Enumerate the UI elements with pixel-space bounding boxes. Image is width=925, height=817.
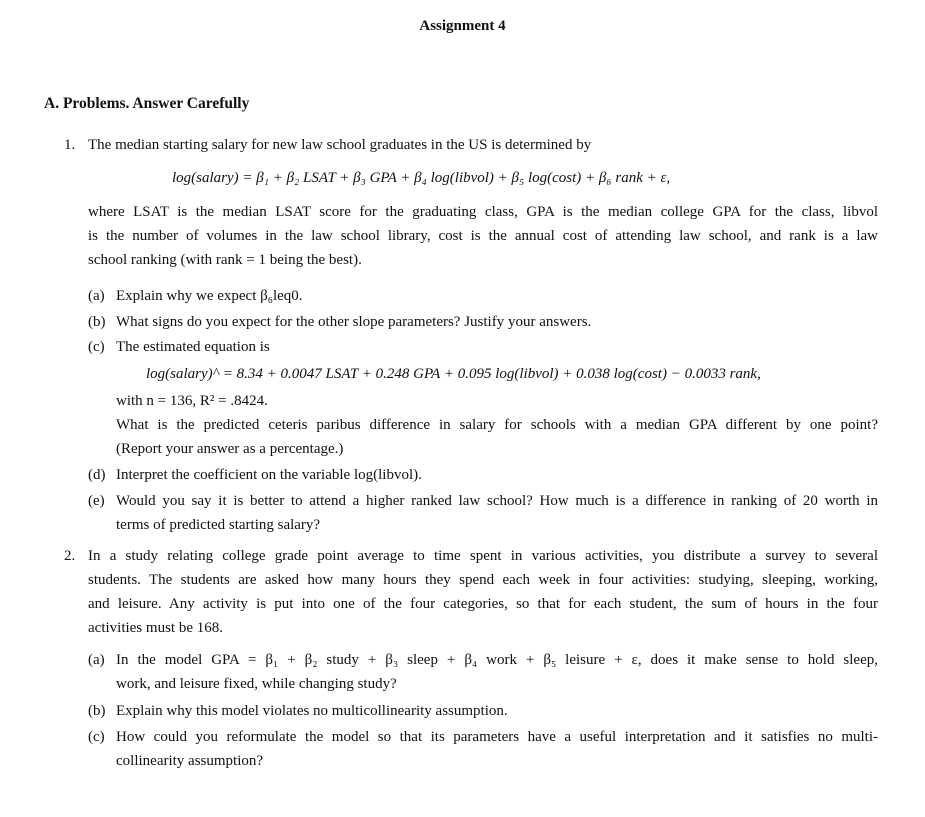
estimated-equation: log(salary)^ = 8.34 + 0.0047 LSAT + 0.248 GPA + 0.095 log(libvol) + 0.038 log(cost) − 0.0033 rank, [146,366,761,382]
p2-b-label: (b) [88,703,106,719]
page-title: Assignment 4 [419,18,506,34]
p2-a-label: (a) [88,652,105,668]
p1-d-label: (d) [88,467,106,483]
p1-e-label: (e) [88,493,105,509]
problem-1-definitions [88,200,878,272]
p1-c-label: (c) [88,339,105,355]
p1-c-question-line-2: (Report your answer as a percentage.) [116,441,344,457]
p2-b-text: Explain why this model violates no multicollinearity assumption. [116,703,508,719]
p1-c-question-line-1: What is the predicted ceteris paribus difference in salary for schools with a median GPA different by one point? [116,417,878,433]
p2-c-text [116,725,878,773]
definition-line-3: school ranking (with rank = 1 being the best). [88,252,362,268]
problem-2-number: 2. [64,548,76,564]
p2-c-line-2: collinearity assumption? [116,753,264,769]
p1-c-question [116,413,878,461]
definition-line-1: where LSAT is the median LSAT score for the graduating class, GPA is the median college GPA for the class, libvol [88,204,878,220]
problem-1-number: 1. [64,137,76,153]
p1-a-text: Explain why we expect β₆leq0. [116,288,303,304]
p1-e-text [116,489,878,537]
p2-a-text [116,648,878,696]
p2-a-line-2: work, and leisure fixed, while changing study? [116,676,397,692]
problem-1-intro: The median starting salary for new law school graduates in the US is determined by [88,137,592,153]
p2-intro-line-2: students. The students are asked how many hours they spend each week in four activities: studying, sleeping, working, [88,572,878,588]
p1-c-text: The estimated equation is [116,339,270,355]
p1-e-line-2: terms of predicted starting salary? [116,517,321,533]
p1-a-label: (a) [88,288,105,304]
p1-d-text: Interpret the coefficient on the variable log(libvol). [116,467,422,483]
p2-intro-line-1: In a study relating college grade point average to time spent in various activities, you distribute a survey to several [88,548,878,564]
problem-1-model-equation: log(salary) = β₁ + β₂ LSAT + β₃ GPA + β₄ log(libvol) + β₅ log(cost) + β₆ rank + ε, [172,170,671,186]
problem-2-intro [88,544,878,640]
p2-a-line-1: In the model GPA = β₁ + β₂ study + β₃ sleep + β₄ work + β₅ leisure + ε, does it make sense to hold sleep, [116,652,878,668]
p2-intro-line-4: activities must be 168. [88,620,223,636]
p1-e-line-1: Would you say it is better to attend a higher ranked law school? How much is a difference in ranking of 20 worth in [116,493,878,509]
p1-b-label: (b) [88,314,106,330]
definition-line-2: is the number of volumes in the law school library, cost is the annual cost of attending law school, and rank is a law [88,228,878,244]
p2-c-label: (c) [88,729,105,745]
section-heading: A. Problems. Answer Carefully [44,95,250,112]
sample-stats: with n = 136, R² = .8424. [116,393,268,409]
p2-c-line-1: How could you reformulate the model so that its parameters have a useful interpretation and it satisfies no multi- [116,729,878,745]
p1-b-text: What signs do you expect for the other slope parameters? Justify your answers. [116,314,592,330]
p2-intro-line-3: and leisure. Any activity is put into one of the four categories, so that for each student, the sum of hours in the four [88,596,878,612]
